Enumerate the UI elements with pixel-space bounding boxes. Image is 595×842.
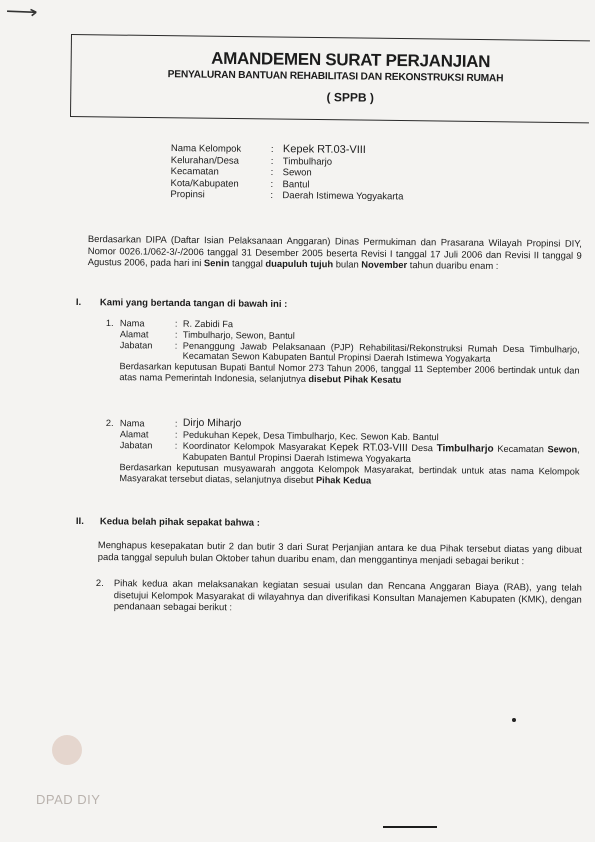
group-info	[170, 143, 404, 203]
info-sep: :	[270, 178, 274, 190]
watermark: DPAD DIY	[36, 792, 101, 807]
info-sep: :	[270, 155, 274, 167]
intro-mid: tanggal	[229, 257, 266, 269]
party-index: 1.	[105, 318, 114, 329]
party-2	[105, 418, 580, 488]
signature-line	[383, 826, 437, 828]
seal-stamp	[52, 735, 82, 765]
section-2-text: Menghapus kesepakatan butir 2 dan butir 3 dari Surat Perjanjian antara ke dua Pihak tersebut diatas yang dibuat pada tanggal sepuluh bulan Oktober tahun duaribu enam, dan menggantinya menjadi sebagai berikut :	[97, 539, 582, 566]
field-sep: :	[174, 329, 178, 340]
section-number: I.	[75, 297, 82, 309]
position-part: , Kabupaten Bantul Propinsi Daerah Istimewa Yogyakarta	[182, 444, 580, 465]
party-address: Timbulharjo, Sewon, Bantul	[182, 329, 295, 341]
party-index: 2.	[105, 418, 114, 429]
basis-text: Berdasarkan keputusan musyawarah anggota Kelompok Masyarakat, bertindak untuk atas nama Kelompok Masyarakat tersebut diatas, selanjutnya disebut	[119, 462, 580, 486]
section-1-heading	[76, 297, 287, 310]
party-address: Pedukuhan Kepek, Desa Timbulharjo, Kec. Sewon Kab. Bantul	[182, 429, 439, 442]
basis-bold: Pihak Kedua	[315, 475, 372, 486]
field-label: Alamat	[119, 428, 149, 440]
intro-mid2: bulan	[333, 258, 362, 270]
field-sep: :	[174, 418, 178, 429]
party-position: Penanggung Jawab Pelaksanaan (PJP) Rehabilitasi/Rekonstruksi Rumah Desa Timbulharjo, Kecamatan Sewon Kabupaten Bantul Propinsi Daerah Istimewa Yogyakarta	[182, 340, 580, 365]
ink-dot	[512, 718, 516, 722]
info-label: Kecamatan	[170, 166, 219, 178]
position-part: Kecamatan	[493, 443, 548, 454]
field-sep: :	[174, 429, 178, 440]
section-2-heading	[76, 516, 260, 529]
field-sep: :	[174, 440, 178, 451]
info-label: Propinsi	[170, 189, 205, 201]
document-title: AMANDEMEN SURAT PERJANJIAN	[211, 48, 491, 72]
position-part: Koordinator Kelompok Masyarakat	[182, 440, 330, 452]
info-sep: :	[270, 190, 274, 202]
section-number: II.	[75, 516, 84, 528]
section-title: Kedua belah pihak sepakat bahwa :	[99, 516, 260, 529]
field-sep: :	[174, 340, 178, 351]
title-box	[70, 34, 590, 123]
field-label: Jabatan	[119, 439, 153, 451]
party-name: Dirjo Miharjo	[182, 417, 242, 430]
party-basis	[119, 462, 579, 488]
info-value: Timbulharjo	[282, 155, 333, 168]
document-subtitle: PENYALURAN BANTUAN REHABILITASI DAN REKONSTRUKSI RUMAH	[167, 69, 504, 85]
info-sep: :	[270, 167, 274, 179]
info-value: Daerah Istimewa Yogyakarta	[282, 190, 404, 203]
field-label: Nama	[119, 418, 145, 429]
info-value: Kepek RT.03-VIII	[282, 143, 366, 157]
intro-paragraph	[88, 233, 582, 273]
info-label: Kelurahan/Desa	[170, 154, 240, 167]
intro-text: Berdasarkan DIPA (Daftar Isian Pelaksanaan Anggaran) Dinas Permukiman dan Prasarana Wilayah Propinsi DIY, Nomor 0026.1/062-3/-/2006 tanggal 31 Desember 2005 beserta Revisi I tanggal 17 Juli 2006 dan Revisi II tanggal 9 Agustus 2006, pada hari ini	[87, 233, 582, 269]
field-label: Alamat	[119, 328, 149, 340]
item-index: 2.	[95, 577, 104, 589]
position-district: Sewon	[547, 443, 578, 455]
intro-date: duapuluh tujuh	[265, 257, 334, 270]
info-row	[170, 189, 403, 203]
pen-mark	[6, 5, 49, 21]
info-value: Bantul	[282, 178, 310, 191]
intro-month: November	[361, 258, 408, 271]
section-2-paragraph	[98, 539, 582, 567]
item-text: Pihak kedua akan melaksanakan kegiatan sesuai usulan dan Rencana Anggaran Biaya (RAB), yang telah disetujui Kelompok Masyarakat di wilayahnya dan diverifikasi Konsultan Manajemen Kabupaten (KMK), dengan pendanaan sebagai berikut :	[113, 577, 582, 613]
position-village: Timbulharjo	[436, 442, 494, 455]
info-sep: :	[270, 144, 274, 156]
section-2-item	[96, 577, 582, 616]
basis-bold: disebut Pihak Kesatu	[308, 373, 402, 385]
intro-day: Senin	[203, 257, 230, 269]
party-name: R. Zabidi Fa	[182, 318, 234, 330]
field-label: Jabatan	[119, 339, 153, 351]
info-label: Kota/Kabupaten	[170, 177, 239, 190]
party-1	[105, 318, 580, 387]
document-code: ( SPPB )	[326, 90, 375, 105]
intro-end: tahun duaribu enam :	[407, 259, 499, 272]
party-basis	[119, 361, 579, 387]
basis-text: Berdasarkan keputusan Bupati Bantul Nomor 273 Tahun 2006, tanggal 11 September 2006 bertindak untuk dan atas nama Pemerintah Indonesia, selanjutnya	[119, 361, 580, 384]
info-label: Nama Kelompok	[170, 143, 242, 155]
position-part: Desa	[407, 442, 437, 453]
field-label: Nama	[119, 318, 145, 329]
position-group: Kepek RT.03-VIII	[329, 441, 408, 454]
section-title: Kami yang bertanda tangan di bawah ini :	[99, 297, 288, 311]
info-value: Sewon	[282, 167, 312, 179]
field-sep: :	[174, 318, 178, 329]
